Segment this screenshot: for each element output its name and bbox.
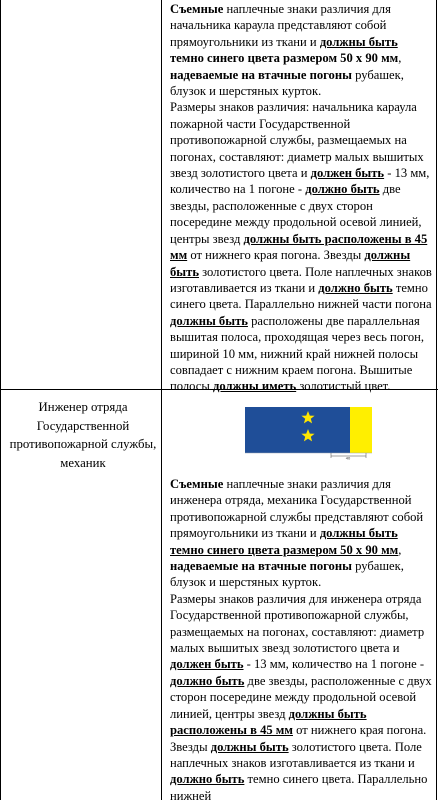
text-segment: от нижнего края погона. Звезды bbox=[187, 248, 365, 263]
row1-description bbox=[170, 1, 434, 395]
bold-text: Съемные bbox=[170, 2, 224, 16]
text-segment: - 13 мм, количество на 1 погоне - bbox=[170, 166, 430, 197]
emphasized-requirement: должны иметь bbox=[212, 379, 297, 394]
bold-text: надеваемые на втачные погоны bbox=[170, 67, 352, 82]
emphasized-requirement: должны быть bbox=[170, 248, 411, 279]
bold-text: темно синего цвета размером 50 х 90 мм bbox=[170, 51, 399, 66]
emphasized-requirement: должен быть bbox=[170, 657, 244, 672]
emphasized-requirement: должно быть bbox=[305, 182, 380, 197]
text-segment: Размеры знаков различия: начальника караула пожарной части Государственной противопожарной службы, размещаемых на погонах, составляют: диаметр малых вышитых звезд золотистого цвета и bbox=[170, 100, 424, 181]
text-segment: наплечные знаки различия для начальника караула представляют собой прямоугольники из ткани и bbox=[170, 2, 391, 49]
row2-paragraph-1 bbox=[170, 476, 434, 591]
table-column-divider bbox=[161, 0, 162, 800]
text-segment: , bbox=[398, 542, 402, 557]
text-segment: золотистого цвета. Поле наплечных знаков изготавливается из ткани и bbox=[170, 739, 422, 770]
row2-role-title: Инженер отряда Государственной противопожарной службы, механик bbox=[9, 400, 157, 470]
emphasized-requirement: должны быть темно синего цвета размером 50 х 90 мм bbox=[170, 526, 399, 557]
text-segment: темно синего цвета. Параллельно нижней части погона bbox=[170, 280, 432, 312]
emphasized-requirement: должно быть bbox=[318, 280, 393, 295]
row1-paragraph-1 bbox=[170, 1, 434, 99]
row1-paragraph-2 bbox=[170, 99, 434, 394]
text-segment: расположены две параллельная вышитая полоса, проходящая через весь погон, шириной 10 мм, нижний край нижней полосы совпадает с нижним краем погона. Вышитые полосы bbox=[170, 313, 425, 394]
table-border-right bbox=[436, 0, 437, 800]
emphasized-requirement: должно быть bbox=[170, 673, 245, 688]
row2-paragraph-2 bbox=[170, 591, 434, 804]
row2-description bbox=[170, 476, 434, 804]
text-segment: от нижнего края погона. Звезды bbox=[170, 723, 427, 754]
emphasized-requirement: должны быть расположены в 45 мм bbox=[170, 231, 428, 263]
text-segment: - 13 мм, количество на 1 погоне - bbox=[243, 657, 425, 672]
text-segment: две звезды, расположенные с двух сторон посередине между продольной осевой линией, центры звезд bbox=[170, 182, 422, 246]
shoulder-insignia-image bbox=[245, 407, 372, 467]
emphasized-requirement: должны быть bbox=[319, 34, 398, 49]
text-segment: рубашек, блузок и шерстяных курток. bbox=[170, 559, 404, 590]
text-segment: Размеры знаков различия для инженера отряда Государственной противопожарной службы, размещаемых на погонах, составляют: диаметр малых вышитых звезд золотистого цвета и bbox=[170, 591, 425, 656]
text-segment: наплечные знаки различия для инженера отряда, механика Государственной противопожарной службы представляют собой прямоугольники из ткани и bbox=[170, 477, 424, 541]
text-segment: , bbox=[398, 51, 402, 66]
insignia-field bbox=[245, 407, 350, 453]
emphasized-requirement: должен быть bbox=[310, 166, 385, 181]
table-border-left bbox=[0, 0, 1, 800]
dimension-label: 40 bbox=[345, 455, 351, 461]
emphasized-requirement: должны быть bbox=[210, 739, 289, 754]
text-segment: золотистый цвет. bbox=[296, 379, 391, 394]
insignia-stripe bbox=[350, 407, 372, 453]
emphasized-requirement: должно быть bbox=[170, 772, 245, 787]
bold-text: Съемные bbox=[170, 477, 224, 491]
text-segment: две звезды, расположенные с двух сторон посередине между продольной осевой линией, центры звезд bbox=[170, 673, 432, 721]
bold-text: надеваемые на втачные погоны bbox=[170, 559, 352, 574]
text-segment: золотистого цвета. Поле наплечных знаков изготавливается из ткани и bbox=[170, 264, 432, 295]
emphasized-requirement: должны быть расположены в 45 мм bbox=[170, 706, 367, 738]
text-segment: рубашек, блузок и шерстяных курток. bbox=[170, 67, 404, 99]
text-segment: темно синего цвета. Параллельно нижней bbox=[170, 772, 428, 803]
emphasized-requirement: должны быть bbox=[170, 313, 248, 328]
